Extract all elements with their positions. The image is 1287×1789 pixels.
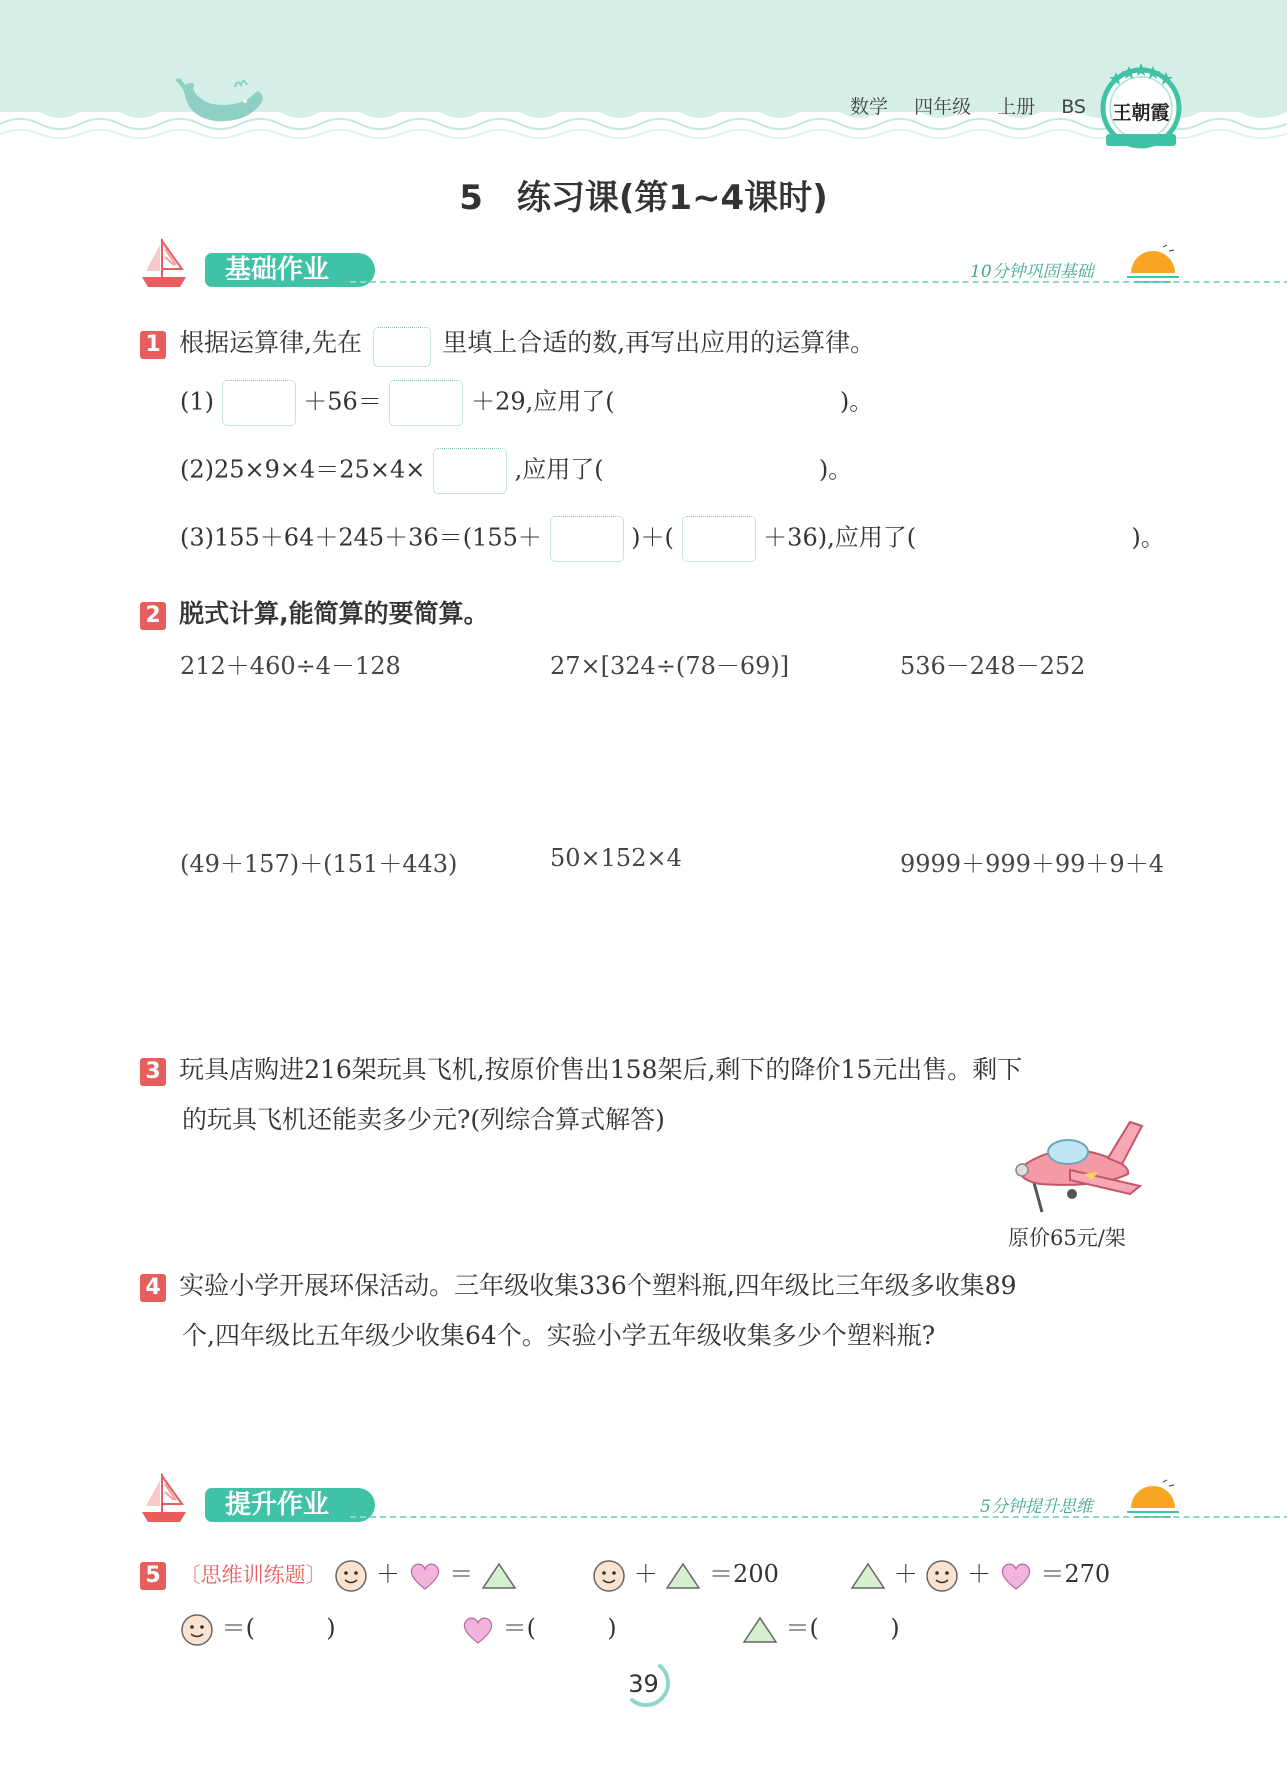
question-4	[140, 1266, 1017, 1302]
plus-sign: ＋	[893, 1560, 918, 1588]
question-4-line-1: 实验小学开展环保活动。三年级收集336个塑料瓶,四年级比三年级多收集89	[179, 1271, 1017, 1300]
calc-expression: 9999＋999＋99＋9＋4	[900, 850, 1164, 878]
sailboat-icon	[140, 1470, 190, 1526]
question-3-line-2: 的玩具飞机还能卖多少元?(列综合算式解答)	[182, 1105, 665, 1134]
question-number: 5	[140, 1562, 166, 1590]
section-time-note-advanced: 5分钟提升思维	[980, 1497, 1093, 1517]
question-number: 1	[140, 331, 166, 359]
section-time-note-basic: 10分钟巩固基础	[970, 262, 1094, 282]
answer-box-2[interactable]	[433, 448, 507, 494]
equals-sign: ＝	[449, 1560, 474, 1588]
answer-close: )	[890, 1614, 900, 1642]
calc-expression: 27×[324÷(78－69)]	[550, 652, 790, 680]
section-label-advanced: 提升作业	[205, 1488, 375, 1522]
equation-3-rhs: ＝270	[1040, 1560, 1111, 1588]
calc-expression: 212＋460÷4－128	[180, 652, 401, 680]
answer-close: )	[326, 1614, 336, 1642]
q1-part-3-law-open: ＋36),应用了(	[763, 523, 917, 552]
answer-open: ＝(	[785, 1614, 819, 1642]
answer-box-1a[interactable]	[222, 380, 296, 426]
heart-icon	[461, 1614, 495, 1646]
q1-part-3	[180, 516, 1165, 562]
thinking-training-tag: 〔思维训练题〕	[179, 1563, 327, 1587]
triangle-icon	[850, 1561, 886, 1591]
q1-part-2-expr: (2)25×9×4＝25×4×	[180, 455, 426, 484]
question-1	[140, 323, 875, 367]
sunrise-icon	[1125, 241, 1181, 289]
brand-logo	[1098, 58, 1184, 154]
heart-icon	[408, 1560, 442, 1592]
question-5-answers	[180, 1608, 900, 1647]
question-number: 4	[140, 1274, 166, 1302]
volume-label: 上册	[997, 96, 1036, 118]
heart-icon	[999, 1560, 1033, 1592]
answer-box-3b[interactable]	[682, 516, 756, 562]
question-number: 2	[140, 602, 166, 630]
smiley-icon	[592, 1559, 626, 1593]
q1-part-3-law-close: )。	[1131, 523, 1165, 552]
q1-part-1-law-close: )。	[839, 387, 874, 416]
question-3	[140, 1050, 1022, 1086]
smiley-icon	[180, 1613, 214, 1647]
question-4-line-2: 个,四年级比五年级少收集64个。实验小学五年级收集多少个塑料瓶?	[182, 1321, 936, 1350]
triangle-icon	[481, 1561, 517, 1591]
page-title: 5 练习课(第1~4课时)	[459, 178, 828, 218]
section-banner-basic	[140, 235, 1180, 295]
answer-box-1b[interactable]	[389, 380, 463, 426]
question-number: 3	[140, 1058, 166, 1086]
q1-part-1-mid: ＋56＝	[303, 387, 382, 416]
sailboat-icon	[140, 235, 190, 291]
airplane-price-caption: 原价65元/架	[1008, 1226, 1126, 1250]
q1-part-2	[180, 448, 852, 494]
question-2	[140, 594, 489, 630]
question-1-text-a: 根据运算律,先在	[179, 328, 363, 357]
q1-part-1-law-open: ＋29,应用了(	[471, 387, 615, 416]
smiley-icon	[334, 1559, 368, 1593]
q1-part-2-law-close: )。	[818, 455, 853, 484]
grade-label: 四年级	[914, 96, 972, 118]
equation-2-rhs: ＝200	[709, 1560, 779, 1588]
answer-box-3a[interactable]	[550, 516, 624, 562]
triangle-icon	[665, 1561, 701, 1591]
question-3-line-1: 玩具店购进216架玩具飞机,按原价售出158架后,剩下的降价15元出售。剩下	[179, 1055, 1023, 1084]
edition-label: BS	[1061, 96, 1086, 118]
sunrise-icon	[1125, 1476, 1181, 1524]
plus-sign: ＋	[375, 1560, 400, 1588]
section-banner-advanced	[140, 1470, 1180, 1530]
q1-part-3-expr: (3)155＋64＋245＋36＝(155＋	[180, 523, 542, 552]
plus-sign: ＋	[967, 1560, 992, 1588]
calc-expression: (49＋157)＋(151＋443)	[180, 850, 458, 878]
calc-expression: 50×152×4	[550, 844, 682, 872]
answer-open: ＝(	[221, 1614, 256, 1642]
answer-close: )	[607, 1614, 617, 1642]
q1-part-1	[180, 380, 873, 426]
q1-part-1-label: (1)	[180, 387, 214, 416]
whale-icon	[175, 75, 275, 135]
q1-part-3-mid: )＋(	[631, 523, 674, 552]
header-band	[0, 0, 1287, 150]
smiley-icon	[925, 1559, 959, 1593]
question-2-text: 脱式计算,能简算的要简算。	[179, 599, 489, 628]
plus-sign: ＋	[633, 1560, 658, 1588]
q1-part-2-law-open: ,应用了(	[514, 455, 604, 484]
page-number: 39	[628, 1670, 659, 1698]
header-meta	[850, 92, 1106, 119]
section-label-basic: 基础作业	[205, 253, 375, 287]
triangle-icon	[742, 1615, 778, 1645]
example-answer-box	[373, 327, 431, 367]
question-1-text-b: 里填上合适的数,再写出应用的运算律。	[442, 328, 876, 357]
calc-expression: 536－248－252	[900, 652, 1086, 680]
toy-airplane-icon	[1000, 1108, 1150, 1218]
logo-text: 王朝霞	[1112, 102, 1170, 124]
answer-open: ＝(	[502, 1614, 536, 1642]
question-5-equations	[140, 1554, 1110, 1593]
subject-label: 数学	[850, 96, 889, 118]
